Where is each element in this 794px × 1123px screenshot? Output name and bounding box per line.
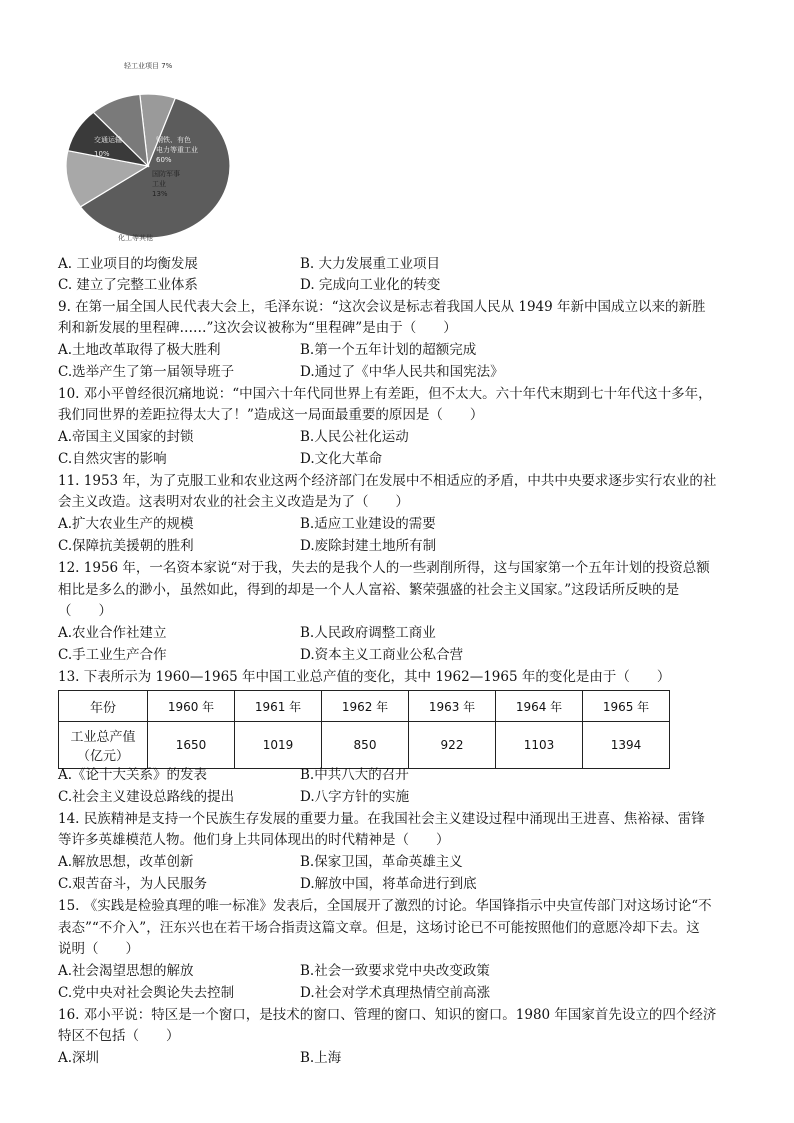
q12-option-d[interactable]: D.资本主义工商业公私合营 bbox=[300, 647, 464, 663]
table-header-output bbox=[59, 722, 148, 769]
table-cell-value: 1394 bbox=[583, 722, 670, 769]
q10-option-c[interactable]: C.自然灾害的影响 bbox=[58, 451, 167, 467]
table-cell-year: 1963 年 bbox=[409, 691, 496, 722]
q15-option-d[interactable]: D.社会对学术真理热情空前高涨 bbox=[300, 985, 491, 1001]
q9-option-d[interactable]: D.通过了《中华人民共和国宪法》 bbox=[300, 364, 504, 380]
q13-option-c[interactable]: C.社会主义建设总路线的提出 bbox=[58, 789, 235, 805]
q12-option-a[interactable]: A.农业合作社建立 bbox=[58, 625, 167, 641]
q8-option-d[interactable]: D. 完成向工业化的转变 bbox=[300, 277, 441, 293]
q13-stem-line1: 13. 下表所示为 1960—1965 年中国工业总产值的变化，其中 1962—1965 年的变化是由于（ ） bbox=[58, 669, 671, 685]
q14-option-d[interactable]: D.解放中国，将革命进行到底 bbox=[300, 876, 477, 892]
table-cell-value: 850 bbox=[322, 722, 409, 769]
q9-stem-line2: 利和新发展的里程碑……”这次会议被称为“里程碑”是由于（ ） bbox=[58, 320, 457, 336]
table-cell-value: 922 bbox=[409, 722, 496, 769]
q16-stem-line1: 16. 邓小平说：特区是一个窗口，是技术的窗口、管理的窗口、知识的窗口。1980 年国家首先设立的四个经济 bbox=[58, 1007, 717, 1023]
q13-option-a[interactable]: A.《论十大关系》的发表 bbox=[58, 767, 208, 783]
q14-stem-line1: 14. 民族精神是支持一个民族生存发展的重要力量。在我国社会主义建设过程中涌现出王进喜、焦裕禄、雷锋 bbox=[58, 811, 705, 827]
pie-label-chemical: 化工等其他 bbox=[118, 234, 153, 242]
table-row-years bbox=[59, 691, 670, 722]
q12-option-c[interactable]: C.手工业生产合作 bbox=[58, 647, 167, 663]
q10-stem-line1: 10. 邓小平曾经很沉痛地说：“中国六十年代同世界上有差距，但不太大。六十年代末期到七十年代这十多年， bbox=[58, 386, 712, 402]
q12-stem-line1: 12. 1956 年，一名资本家说“对于我，失去的是我个人的一些剥削所得，这与国家第一个五年计划的投资总额 bbox=[58, 560, 710, 576]
q9-stem-line1: 9. 在第一届全国人民代表大会上，毛泽东说：“这次会议是标志着我国人民从 1949 年新中国成立以来的新胜 bbox=[58, 299, 706, 315]
q8-option-a[interactable]: A. 工业项目的均衡发展 bbox=[58, 256, 198, 272]
q9-option-b[interactable]: B.第一个五年计划的超额完成 bbox=[300, 342, 477, 358]
q13-option-d[interactable]: D.八字方针的实施 bbox=[300, 789, 410, 805]
table-cell-year: 1961 年 bbox=[235, 691, 322, 722]
table-cell-year: 1960 年 bbox=[148, 691, 235, 722]
table-cell-value: 1019 bbox=[235, 722, 322, 769]
q9-option-a[interactable]: A.土地改革取得了极大胜利 bbox=[58, 342, 221, 358]
q8-option-c[interactable]: C. 建立了完整工业体系 bbox=[58, 277, 198, 293]
pie-label-transport: 交通运输 10% bbox=[94, 136, 122, 158]
q11-option-c[interactable]: C.保障抗美援朝的胜利 bbox=[58, 538, 194, 554]
q14-option-a[interactable]: A.解放思想，改革创新 bbox=[58, 854, 194, 870]
table-cell-value: 1103 bbox=[496, 722, 583, 769]
q10-stem-line2: 我们同世界的差距拉得太大了！”造成这一局面最重要的原因是（ ） bbox=[58, 407, 484, 423]
q15-option-a[interactable]: A.社会渴望思想的解放 bbox=[58, 963, 194, 979]
q15-stem-line3: 说明（ ） bbox=[58, 941, 139, 957]
q16-stem-line2: 特区不包括（ ） bbox=[58, 1028, 180, 1044]
pie-label-defense: 国防军事 工业 13% bbox=[152, 170, 180, 198]
q10-option-a[interactable]: A.帝国主义国家的封锁 bbox=[58, 429, 194, 445]
table-cell-year: 1962 年 bbox=[322, 691, 409, 722]
table-cell-value: 1650 bbox=[148, 722, 235, 769]
table-row-output bbox=[59, 722, 670, 769]
q11-option-d[interactable]: D.废除封建土地所有制 bbox=[300, 538, 437, 554]
q12-stem-line3: （ ） bbox=[58, 603, 112, 619]
q10-option-d[interactable]: D.文化大革命 bbox=[300, 451, 383, 467]
q12-option-b[interactable]: B.人民政府调整工商业 bbox=[300, 625, 436, 641]
q11-stem-line2: 会主义改造。这表明对农业的社会主义改造是为了（ ） bbox=[58, 494, 409, 510]
industrial-output-table bbox=[58, 690, 670, 769]
q9-option-c[interactable]: C.选举产生了第一届领导班子 bbox=[58, 364, 235, 380]
q14-stem-line2: 等许多英雄模范人物。他们身上共同体现出的时代精神是（ ） bbox=[58, 832, 450, 848]
table-header-output-line1: 工业总产值 bbox=[70, 730, 136, 745]
q14-option-b[interactable]: B.保家卫国，革命英雄主义 bbox=[300, 854, 463, 870]
pie-label-heavy-industry: 钢铁、有色 电力等重工业 60% bbox=[156, 136, 198, 164]
q11-option-b[interactable]: B.适应工业建设的需要 bbox=[300, 516, 436, 532]
q12-stem-line2: 相比是多么的渺小，虽然如此，得到的却是一个人人富裕、繁荣强盛的社会主义国家。”这段话所反映的是 bbox=[58, 582, 680, 598]
q15-stem-line1: 15. 《实践是检验真理的唯一标准》发表后，全国展开了激烈的讨论。华国锋指示中央宣传部门对这场讨论“不 bbox=[58, 898, 712, 914]
table-header-output-line2: （亿元） bbox=[76, 749, 129, 764]
q15-stem-line2: 表态”“不介入”，汪东兴也在若干场合指责这篇文章。但是，这场讨论已不可能按照他们的意愿冷却下去。这 bbox=[58, 920, 700, 936]
q11-stem-line1: 11. 1953 年，为了克服工业和农业这两个经济部门在发展中不相适应的矛盾，中共中央要求逐步实行农业的社 bbox=[58, 473, 717, 489]
q13-option-b[interactable]: B.中共八大的召开 bbox=[300, 767, 409, 783]
pie-label-light-industry: 轻工业项目 7% bbox=[124, 62, 173, 70]
q14-option-c[interactable]: C.艰苦奋斗，为人民服务 bbox=[58, 876, 208, 892]
table-cell-year: 1964 年 bbox=[496, 691, 583, 722]
q16-option-a[interactable]: A.深圳 bbox=[58, 1050, 100, 1066]
investment-pie-chart bbox=[60, 56, 260, 246]
q8-option-b[interactable]: B. 大力发展重工业项目 bbox=[300, 256, 441, 272]
q11-option-a[interactable]: A.扩大农业生产的规模 bbox=[58, 516, 194, 532]
q16-option-b[interactable]: B.上海 bbox=[300, 1050, 342, 1066]
table-cell-year: 1965 年 bbox=[583, 691, 670, 722]
pie-svg bbox=[60, 56, 260, 246]
q15-option-c[interactable]: C.党中央对社会舆论失去控制 bbox=[58, 985, 235, 1001]
q15-option-b[interactable]: B.社会一致要求党中央改变政策 bbox=[300, 963, 490, 979]
q10-option-b[interactable]: B.人民公社化运动 bbox=[300, 429, 409, 445]
table-header-year: 年份 bbox=[59, 691, 148, 722]
